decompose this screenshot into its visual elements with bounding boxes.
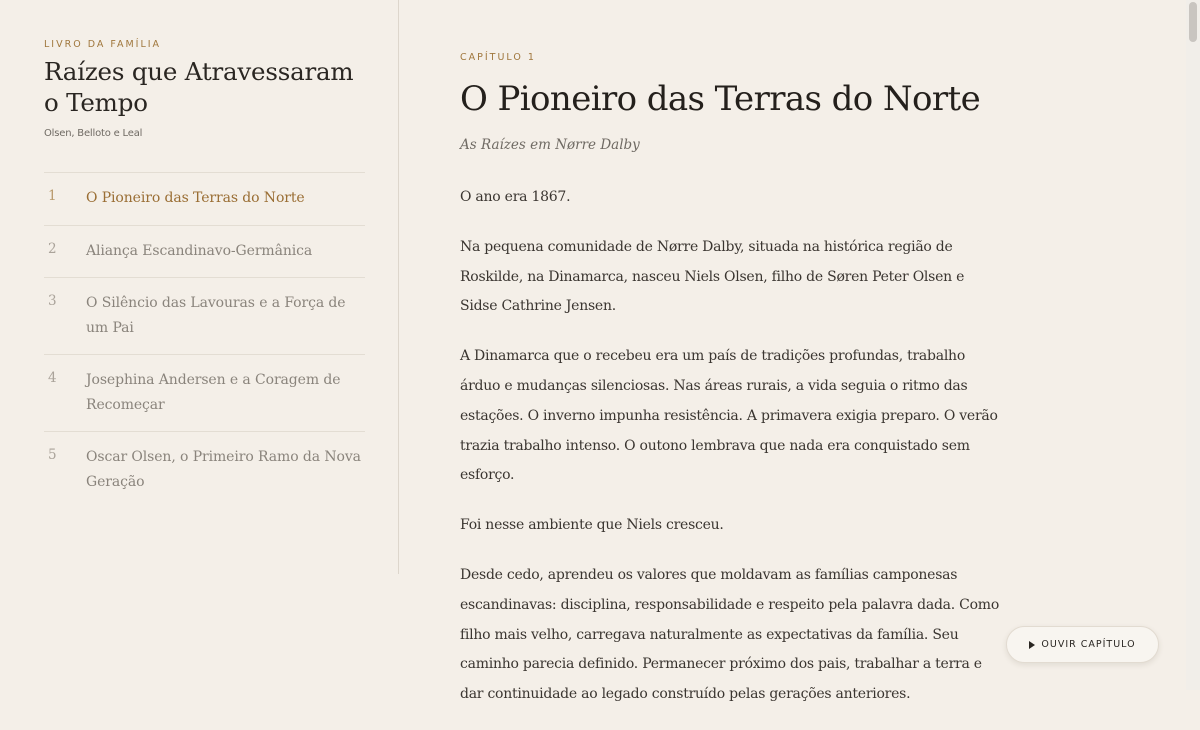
chapter-label: Josephina Andersen e a Coragem de Recomeçar: [86, 372, 341, 413]
listen-chapter-label: OUVIR CAPÍTULO: [1041, 639, 1136, 650]
chapter-number: 4: [48, 370, 57, 386]
chapter-item-1[interactable]: [44, 173, 365, 226]
play-icon: [1029, 641, 1035, 649]
chapter-label: O Silêncio das Lavouras e a Força de um Pai: [86, 295, 346, 336]
paragraph: O ano era 1867.: [460, 189, 571, 205]
paragraph: A Dinamarca que o recebeu era um país de tradições profundas, trabalho árduo e mudanças silenciosas. Nas áreas rurais, a vida seguia o ritmo das estações. O inverno impunha resistência. A primavera exigia preparo. O verão trazia trabalho intenso. O outono lembrava que nada era conquistado sem esforço.: [460, 348, 998, 484]
chapter-item-3[interactable]: [44, 278, 365, 355]
scrollbar-thumb[interactable]: [1189, 2, 1197, 42]
chapter-body: [460, 183, 1005, 730]
book-authors: Olsen, Belloto e Leal: [44, 128, 143, 139]
chapter-number: 5: [48, 447, 57, 463]
chapter-number: 3: [48, 293, 57, 309]
chapter-number: 2: [48, 240, 57, 257]
chapter-item-4[interactable]: [44, 355, 365, 432]
chapter-subtitle: As Raízes em Nørre Dalby: [460, 137, 640, 153]
scrollbar[interactable]: [1186, 0, 1200, 690]
paragraph: Desde cedo, aprendeu os valores que moldavam as famílias camponesas escandinavas: disciplina, responsabilidade e respeito pela palavra dada. Como filho mais velho, carregava naturalmente as expectativas da família. Seu caminho parecia definido. Permanecer próximo dos pais, trabalhar a terra e dar continuidade ao legado construído pelas gerações anteriores.: [460, 566, 999, 703]
listen-chapter-button[interactable]: [1006, 626, 1159, 663]
paragraph: Na pequena comunidade de Nørre Dalby, situada na histórica região de Roskilde, na Dinamarca, nasceu Niels Olsen, filho de Søren Peter Olsen e Sidse Cathrine Jensen.: [460, 238, 965, 315]
paragraph: Foi nesse ambiente que Niels cresceu.: [460, 517, 724, 534]
book-eyebrow: LIVRO DA FAMÍLIA: [44, 39, 162, 50]
sidebar: [0, 0, 399, 574]
chapter-label: O Pioneiro das Terras do Norte: [86, 190, 305, 206]
chapter-title: O Pioneiro das Terras do Norte: [460, 79, 981, 119]
chapter-list: [44, 172, 365, 508]
chapter-label: Oscar Olsen, o Primeiro Ramo da Nova Geração: [86, 449, 361, 490]
chapter-eyebrow: CAPÍTULO 1: [460, 52, 536, 63]
book-title: Raízes que Atravessaram o Tempo: [44, 57, 354, 117]
chapter-label: Aliança Escandinavo-Germânica: [86, 242, 313, 259]
chapter-item-2[interactable]: [44, 226, 365, 279]
chapter-number: 1: [48, 188, 57, 204]
chapter-item-5[interactable]: [44, 432, 365, 508]
